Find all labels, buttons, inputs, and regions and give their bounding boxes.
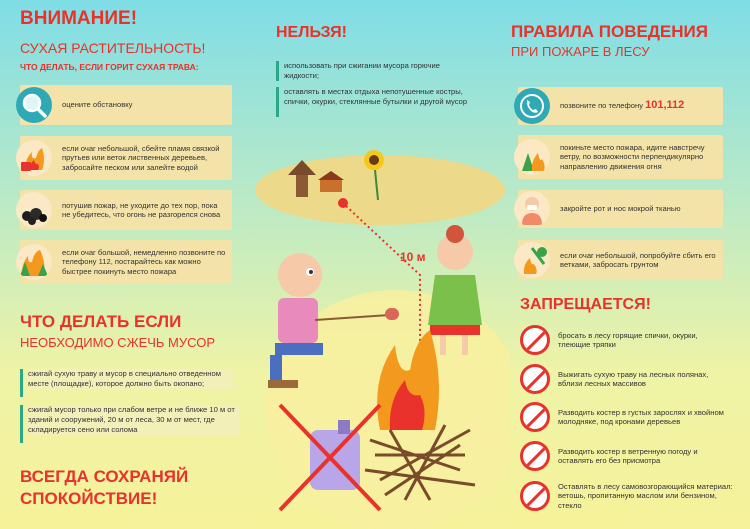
step-call [518, 87, 723, 125]
note-bar [276, 61, 279, 81]
burn-trash-title: ЧТО ДЕЛАТЬ ЕСЛИ [20, 312, 182, 331]
forbid-text: Разводить костер в ветренную погоду и оставлять его без присмотра [558, 446, 698, 465]
burn-trash-subtitle: НЕОБХОДИМО СЖЕЧЬ МУСОР [20, 335, 216, 350]
campfire-illustration [230, 140, 510, 529]
forbid-windy-fire [520, 440, 730, 472]
step-beat-fire [518, 240, 723, 280]
branch-fire-icon [514, 242, 550, 278]
no-bottle-icon [520, 481, 550, 511]
forest-fire-icon [16, 244, 52, 280]
dry-grass-question: ЧТО ДЕЛАТЬ, ЕСЛИ ГОРИТ СУХАЯ ТРАВА: [20, 62, 199, 72]
note-bar [20, 369, 23, 397]
no-grass-burning-icon [520, 364, 550, 394]
no-thicket-fire-icon [520, 402, 550, 432]
rules-title: ПРАВИЛА ПОВЕДЕНИЯ [511, 22, 708, 41]
forbid-flammables [520, 476, 735, 516]
magnifier-icon [16, 87, 52, 123]
forbid-text: Разводить костер в густых зарослях и хвойном молодняке, под кронами деревьев [558, 407, 724, 426]
forbid-thicket-fire [520, 401, 730, 433]
forbidden-title: ЗАПРЕЩАЕТСЯ! [520, 296, 651, 313]
burn-note-1: сжигай сухую траву и мусор в специально отведенном месте (площадке), которое должно быть окопано; [28, 369, 233, 389]
forbid-text: бросать в лесу горящие спички, окурки, тлеющие тряпки [558, 330, 698, 349]
step-text: если очаг небольшой, попробуйте сбить его ветками, забросать грунтом [560, 250, 716, 269]
step-assess [20, 85, 232, 125]
no-matches-icon [520, 325, 550, 355]
forbid-matches [520, 324, 730, 356]
forest-fire-icon [514, 139, 550, 175]
step-big-fire [20, 240, 232, 284]
burn-note-2: сжигай мусор только при слабом ветре и не ближе 10 м от зданий и сооружений, 20 м от леса, 30 м от мест, где складируется сено или солома [28, 405, 240, 435]
step-text: если очаг небольшой, сбейте пламя связкой прутьев или веток лиственных деревьев, забросайте песком или залейте водой [62, 143, 220, 172]
rules-subtitle: ПРИ ПОЖАРЕ В ЛЕСУ [511, 44, 650, 59]
calm-line-2: СПОКОЙСТВИЕ! [20, 489, 158, 508]
step-leave [518, 135, 723, 179]
fire-bucket-icon [16, 140, 52, 176]
step-text: если очаг большой, немедленно позвоните по телефону 112, постарайтесь как можно быстрее покинуть место пожара [62, 247, 226, 276]
phone-icon [514, 88, 550, 124]
dry-vegetation-subtitle: СУХАЯ РАСТИТЕЛЬНОСТЬ! [20, 40, 206, 56]
attention-title: ВНИМАНИЕ! [20, 8, 138, 29]
calm-line-1: ВСЕГДА СОХРАНЯЙ [20, 467, 189, 486]
step-watch-embers [20, 190, 232, 230]
step-text: потушив пожар, не уходите до тех пор, пока не убедитесь, что огонь не разгорелся снова [62, 200, 221, 219]
middle-note-1: использовать при сжигании мусора горючие жидкости; [284, 61, 440, 80]
distance-label: 10 м [400, 250, 426, 264]
step-small-fire [20, 136, 232, 180]
note-bar [276, 87, 279, 117]
step-text: закройте рот и нос мокрой тканью [560, 204, 681, 214]
no-windy-fire-icon [520, 441, 550, 471]
forbid-text: Выжигать сухую траву на лесных полянах, вблизи лесных массивов [558, 369, 709, 388]
call-numbers: 101,112 [645, 99, 685, 112]
coals-icon [16, 192, 52, 228]
call-text: позвоните по телефону [560, 101, 643, 111]
step-text: покиньте место пожара, идите навстречу ветру, по возможности перпендикулярно направлению движения огня [560, 142, 705, 171]
call-line [550, 99, 690, 113]
forbidden-middle-title: НЕЛЬЗЯ! [276, 24, 348, 41]
step-cover-mouth [518, 190, 723, 228]
forbid-text: Оставлять в лесу самовозгорающийся материал: ветошь, пропитанную маслом или бензином, стекло [558, 481, 733, 510]
person-mask-icon [514, 191, 550, 227]
note-bar [20, 405, 23, 443]
step-text: оцените обстановку [62, 100, 133, 110]
forbid-burn-grass [520, 363, 730, 395]
middle-note-2: оставлять в местах отдыха непотушенные костры, спички, окурки, стеклянные бутылки и другой мусор [284, 87, 468, 106]
